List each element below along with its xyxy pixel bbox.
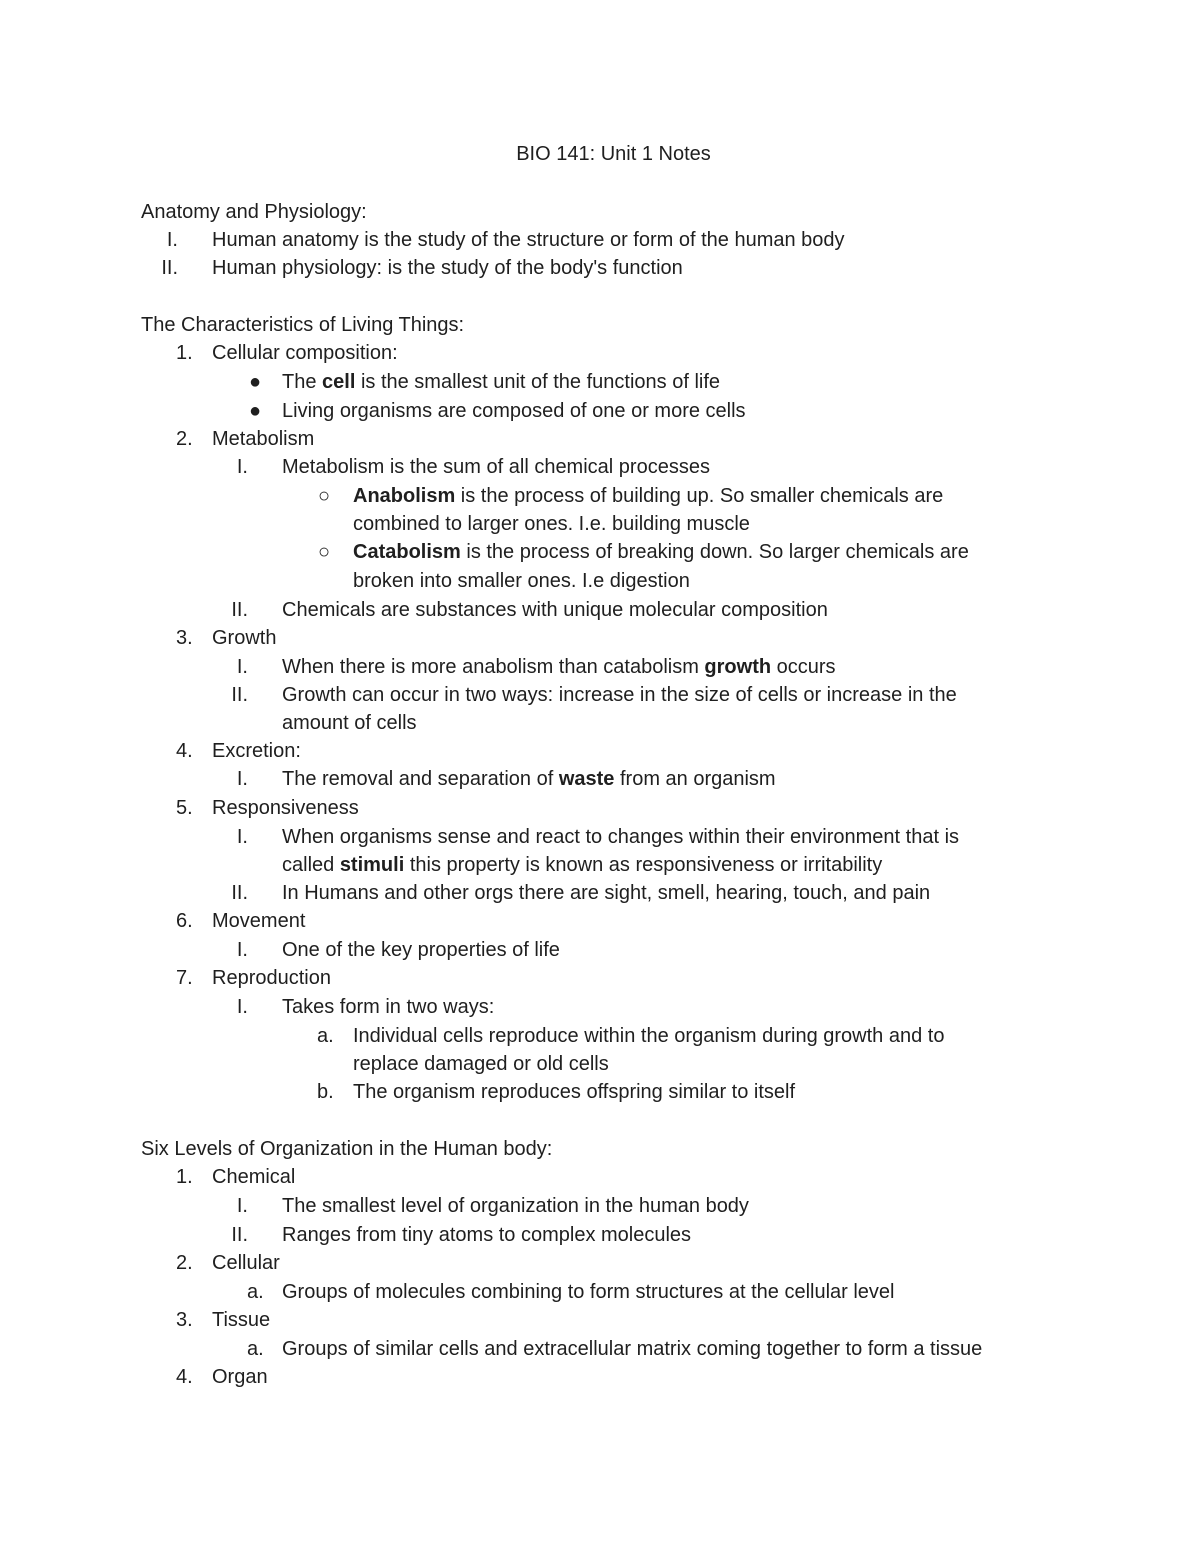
list-marker: a. <box>317 1025 334 1047</box>
list-item: replace damaged or old cells <box>353 1053 609 1075</box>
list-marker: 4. <box>176 1366 193 1388</box>
list-marker: II. <box>231 882 248 904</box>
list-marker: I. <box>236 939 248 961</box>
list-marker: b. <box>317 1081 334 1103</box>
list-item: Reproduction <box>212 967 331 989</box>
list-item: Metabolism is the sum of all chemical processes <box>282 456 710 478</box>
list-item: Takes form in two ways: <box>282 996 495 1018</box>
list-marker: 5. <box>176 797 193 819</box>
list-item: Ranges from tiny atoms to complex molecules <box>282 1224 692 1246</box>
list-marker: 3. <box>176 1309 193 1331</box>
list-marker: 4. <box>176 740 193 762</box>
list-item: amount of cells <box>282 712 417 734</box>
list-marker: II. <box>161 257 178 279</box>
list-item: In Humans and other orgs there are sight, smell, hearing, touch, and pain <box>282 882 931 904</box>
list-marker: 3. <box>176 627 193 649</box>
list-marker: I. <box>236 656 248 678</box>
list-item: Chemical <box>212 1166 296 1188</box>
list-marker: 2. <box>176 428 193 450</box>
list-marker: I. <box>236 768 248 790</box>
circle-bullet-icon: ○ <box>318 541 331 563</box>
list-marker: I. <box>236 456 248 478</box>
list-marker: a. <box>247 1338 264 1360</box>
list-marker: I. <box>236 996 248 1018</box>
list-item: broken into smaller ones. I.e digestion <box>353 570 690 592</box>
list-marker: II. <box>231 684 248 706</box>
list-item: One of the key properties of life <box>282 939 560 961</box>
list-marker: II. <box>231 599 248 621</box>
list-marker: I. <box>166 229 178 251</box>
list-marker: 1. <box>176 342 193 364</box>
list-item: The cell is the smallest unit of the functions of life <box>282 371 721 393</box>
list-item: Human physiology: is the study of the body's function <box>212 257 683 279</box>
list-marker: I. <box>236 826 248 848</box>
list-item: Catabolism is the process of breaking down. So larger chemicals are <box>353 541 969 563</box>
list-marker: a. <box>247 1281 264 1303</box>
list-item: Living organisms are composed of one or more cells <box>282 400 746 422</box>
section-heading-characteristics: The Characteristics of Living Things: <box>141 314 465 336</box>
list-item: Groups of similar cells and extracellular matrix coming together to form a tissue <box>282 1338 983 1360</box>
list-item: Cellular composition: <box>212 342 398 364</box>
list-item: Growth can occur in two ways: increase in the size of cells or increase in the <box>282 684 957 706</box>
list-item: Human anatomy is the study of the structure or form of the human body <box>212 229 845 251</box>
list-item: Individual cells reproduce within the organism during growth and to <box>353 1025 945 1047</box>
circle-bullet-icon: ○ <box>318 485 331 507</box>
section-heading-levels: Six Levels of Organization in the Human body: <box>141 1138 553 1160</box>
list-item: The organism reproduces offspring similar to itself <box>353 1081 796 1103</box>
bullet-icon: ● <box>249 400 262 422</box>
list-item: Anabolism is the process of building up. So smaller chemicals are <box>353 485 944 507</box>
list-item: Metabolism <box>212 428 315 450</box>
page-title: BIO 141: Unit 1 Notes <box>516 143 711 165</box>
list-item: Groups of molecules combining to form structures at the cellular level <box>282 1281 895 1303</box>
list-item: Growth <box>212 627 277 649</box>
list-item: Responsiveness <box>212 797 359 819</box>
list-item: Tissue <box>212 1309 271 1331</box>
list-marker: II. <box>231 1224 248 1246</box>
list-item: Excretion: <box>212 740 301 762</box>
list-item: The smallest level of organization in the human body <box>282 1195 749 1217</box>
list-item: Cellular <box>212 1252 280 1274</box>
list-item: When organisms sense and react to changes within their environment that is <box>282 826 960 848</box>
list-item: called stimuli this property is known as responsiveness or irritability <box>282 854 883 876</box>
list-item: The removal and separation of waste from an organism <box>282 768 776 790</box>
list-item: combined to larger ones. I.e. building muscle <box>353 513 750 535</box>
list-item: When there is more anabolism than catabolism growth occurs <box>282 656 836 678</box>
section-heading-anatomy: Anatomy and Physiology: <box>141 201 367 223</box>
list-marker: 2. <box>176 1252 193 1274</box>
list-item: Movement <box>212 910 306 932</box>
list-marker: 6. <box>176 910 193 932</box>
list-marker: 1. <box>176 1166 193 1188</box>
bullet-icon: ● <box>249 371 262 393</box>
list-item: Organ <box>212 1366 268 1388</box>
list-marker: 7. <box>176 967 193 989</box>
list-marker: I. <box>236 1195 248 1217</box>
list-item: Chemicals are substances with unique molecular composition <box>282 599 828 621</box>
